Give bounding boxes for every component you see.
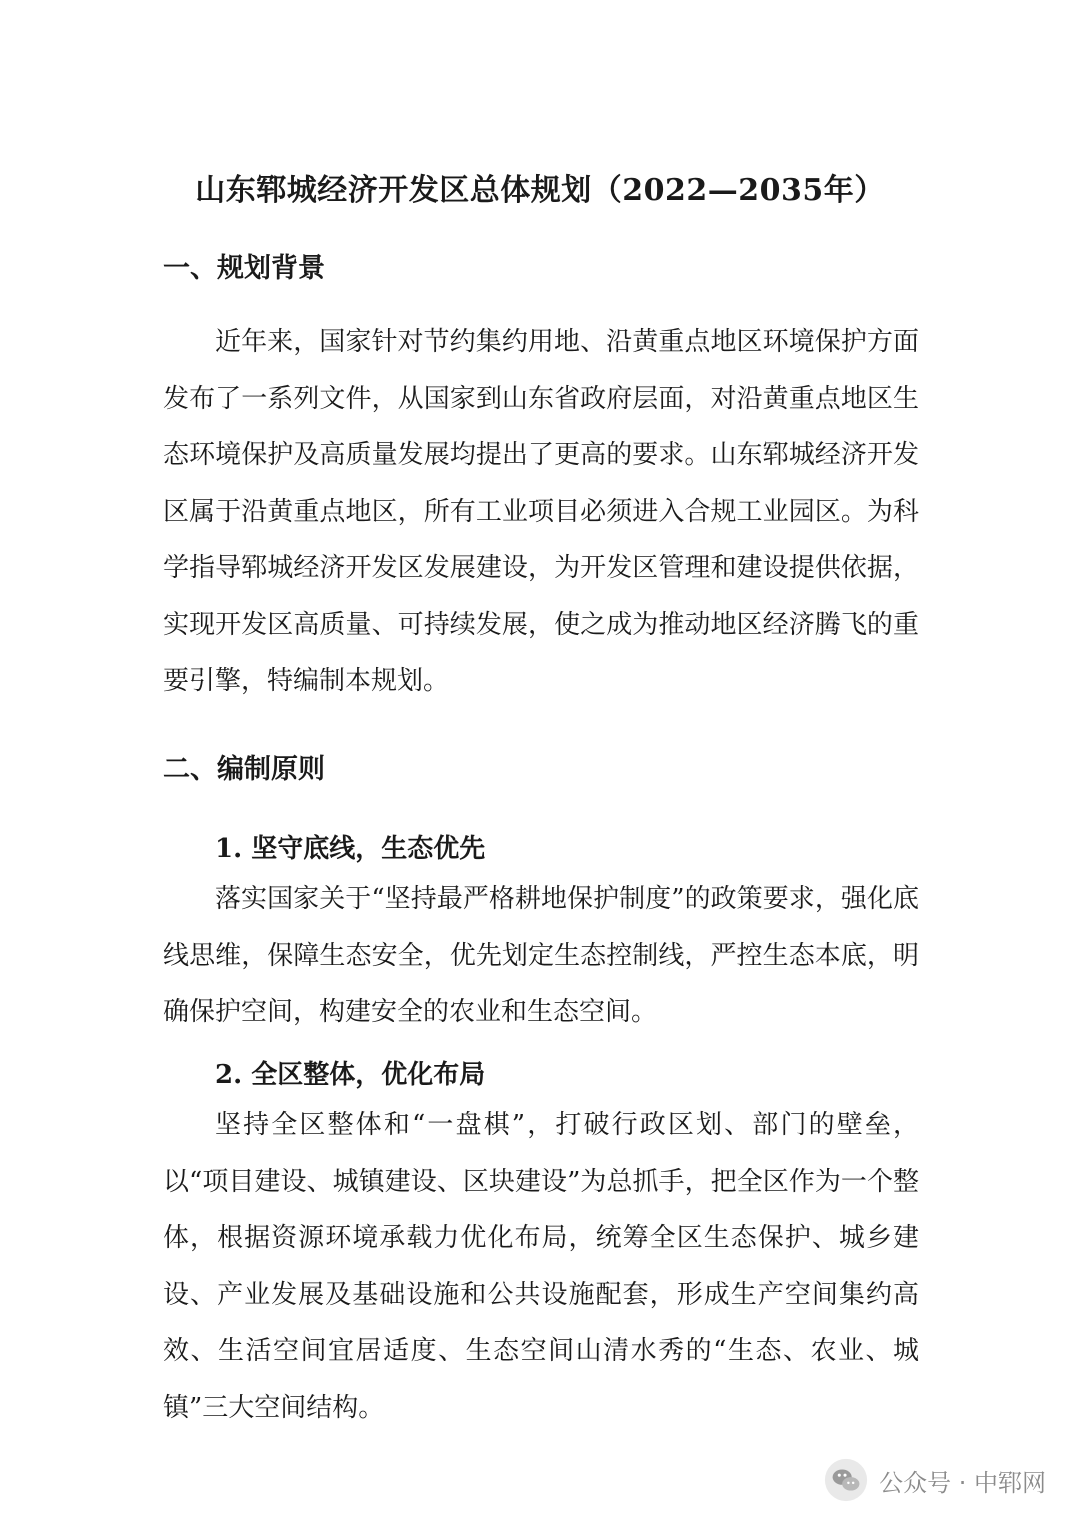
principle-paragraph-2: 坚持全区整体和“一盘棋”，打破行政区划、部门的壁垒，以“项目建设、城镇建设、区块建设”为总抓手，把全区作为一个整体，根据资源环境承载力优化布局，统筹全区生态保护、城乡建设、产业发展及基础设施和公共设施配套，形成生产空间集约高效、生活空间宜居适度、生态空间山清水秀的“生态、农业、城镇”三大空间结构。 bbox=[163, 1110, 919, 1423]
paragraph-background: 近年来，国家针对节约集约用地、沿黄重点地区环境保护方面发布了一系列文件，从国家到山东省政府层面，对沿黄重点地区生态环境保护及高质量发展均提出了更高的要求。山东郓城经济开发区属于沿黄重点地区，所有工业项目必须进入合规工业园区。为科学指导郓城经济开发区发展建设，为开发区管理和建设提供依据，实现开发区高质量、可持续发展，使之成为推动地区经济腾飞的重要引擎，特编制本规划。 bbox=[163, 327, 919, 696]
document-title: 山东郓城经济开发区总体规划（2022—2035年） bbox=[195, 173, 885, 208]
watermark bbox=[823, 1457, 1046, 1503]
principle-heading-2: 2. 全区整体，优化布局 bbox=[215, 1060, 486, 1090]
wechat-icon bbox=[823, 1457, 869, 1503]
principle-paragraph-1: 落实国家关于“坚持最严格耕地保护制度”的政策要求，强化底线思维，保障生态安全，优先划定生态控制线，严控生态本底，明确保护空间，构建安全的农业和生态空间。 bbox=[163, 884, 919, 1027]
watermark-text: 公众号 · 中郓网 bbox=[879, 1468, 1046, 1497]
principle-heading-1: 1. 坚守底线，生态优先 bbox=[215, 834, 486, 864]
section-heading-background: 一、规划背景 bbox=[163, 253, 325, 284]
section-heading-principles: 二、编制原则 bbox=[163, 754, 325, 785]
